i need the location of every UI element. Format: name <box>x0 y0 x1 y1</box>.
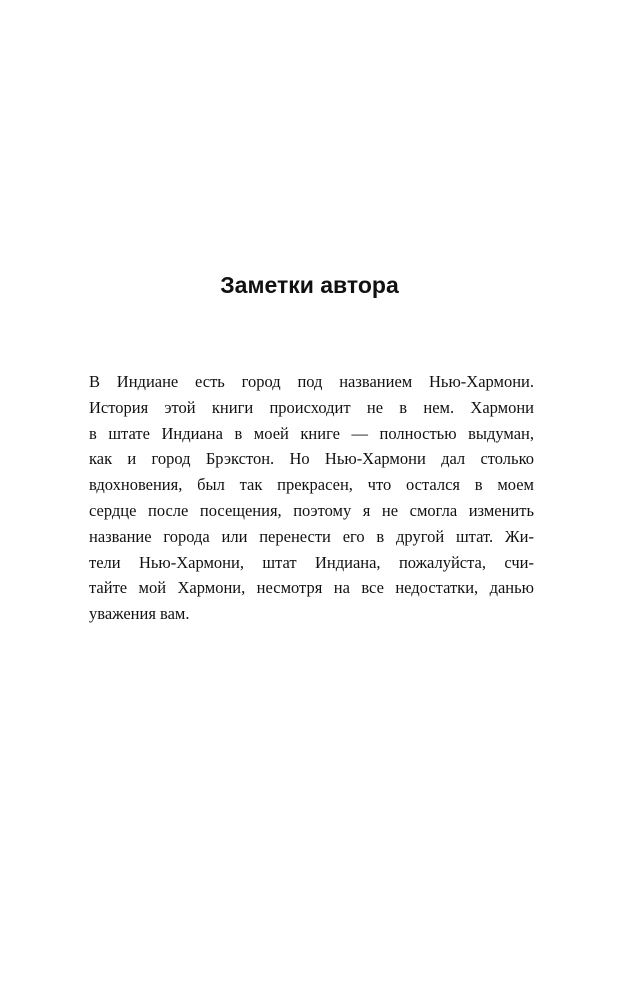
paragraph-line: тели Нью-Хармони, штат Индиана, пожалуйста, счи- <box>89 552 534 572</box>
paragraph-line: как и город Брэкстон. Но Нью-Хармони дал столько <box>89 449 534 469</box>
paragraph-line: уважения вам. <box>89 604 190 624</box>
paragraph-line: сердце после посещения, поэтому я не смогла изменить <box>89 500 534 520</box>
paragraph-line: название города или перенести его в другой штат. Жи- <box>89 526 534 546</box>
author-note-paragraph <box>89 369 534 627</box>
paragraph-line: История этой книги происходит не в нем. Хармони <box>89 397 534 417</box>
paragraph-line: вдохновения, был так прекрасен, что остался в моем <box>89 475 534 495</box>
paragraph-line: В Индиане есть город под названием Нью-Хармони. <box>89 372 534 391</box>
paragraph-line: тайте мой Хармони, несмотря на все недостатки, данью <box>89 578 534 598</box>
paragraph-line: в штате Индиана в моей книге — полностью выдуман, <box>89 423 534 443</box>
page-title: Заметки автора <box>220 272 399 298</box>
